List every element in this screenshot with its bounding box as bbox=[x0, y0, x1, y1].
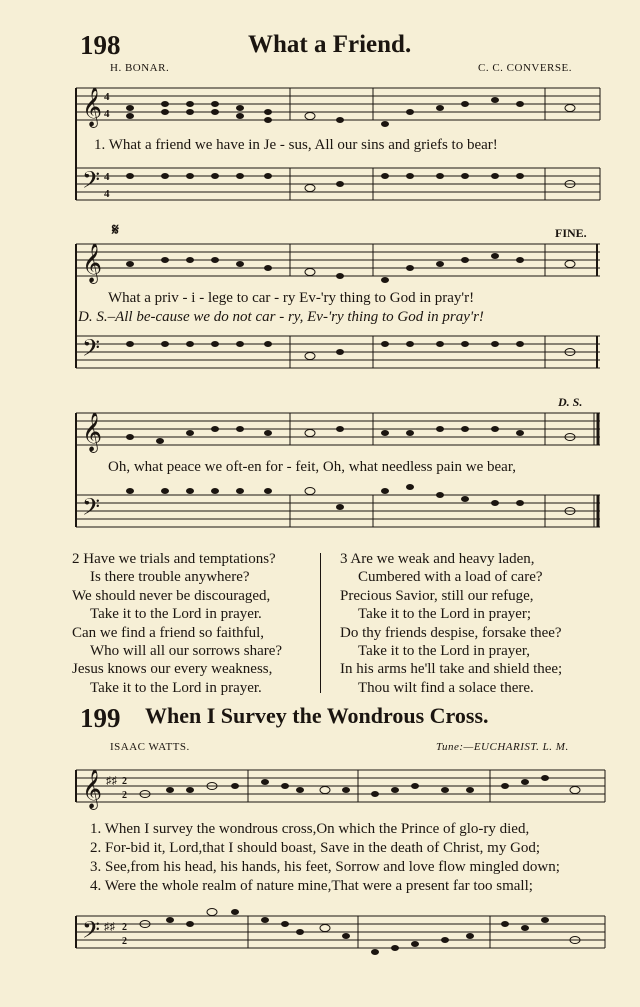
verse-line-2: 2. For-bid it, Lord,that I should boast, Save in the death of Christ, my God; bbox=[90, 840, 541, 856]
svg-text:4: 4 bbox=[104, 91, 110, 103]
stanza-line: Can we find a friend so faithful, bbox=[72, 624, 265, 641]
hymn-number-199: 199 bbox=[80, 703, 121, 733]
svg-text:4: 4 bbox=[104, 188, 110, 200]
verse-line-4: 4. Were the whole realm of nature mine,That were a present far too small; bbox=[90, 878, 533, 894]
stanza-line: 2 Have we trials and temptations? bbox=[72, 551, 276, 567]
stanza-line: Take it to the Lord in prayer. bbox=[90, 679, 262, 696]
svg-text:4: 4 bbox=[104, 171, 110, 183]
svg-text:𝄢: 𝄢 bbox=[82, 336, 101, 367]
verse-line-1: 1. When I survey the wondrous cross,On which the Prince of glo-ry died, bbox=[90, 821, 530, 837]
svg-text:2: 2 bbox=[122, 790, 127, 801]
stanza-line: Thou wilt find a solace there. bbox=[358, 679, 534, 696]
lyric-line-system-2-ds: D. S.–All be-cause we do not car - ry, Ev-'ry thing to God in pray'r! bbox=[78, 309, 484, 325]
music-staff-hymn-199-bass bbox=[0, 900, 640, 980]
stanza-line: Is there trouble anywhere? bbox=[90, 569, 250, 586]
music-staff-hymn-199-treble bbox=[0, 760, 640, 820]
composer-credit-198: C. C. CONVERSE. bbox=[478, 62, 572, 74]
stanza-line: Cumbered with a load of care? bbox=[358, 569, 543, 586]
stanza-line: Do thy friends despise, forsake thee? bbox=[340, 624, 562, 641]
stanza-line: Jesus knows our every weakness, bbox=[72, 661, 273, 678]
svg-text:𝄞: 𝄞 bbox=[82, 771, 103, 808]
stanza-line: In his arms he'll take and shield thee; bbox=[340, 661, 563, 678]
lyricist-credit-198: H. BONAR. bbox=[110, 62, 170, 74]
svg-text:♯♯: ♯♯ bbox=[106, 775, 117, 787]
lyricist-credit-199: ISAAC WATTS. bbox=[110, 741, 190, 753]
stanza-2 bbox=[72, 550, 282, 697]
lyric-line-system-1: 1. What a friend we have in Je - sus, All our sins and griefs to bear! bbox=[94, 137, 498, 153]
ds-marking: D. S. bbox=[558, 395, 583, 409]
svg-text:𝄢: 𝄢 bbox=[82, 168, 101, 199]
svg-text:2: 2 bbox=[122, 922, 127, 933]
stanza-3 bbox=[340, 550, 562, 697]
stanza-line: Take it to the Lord in prayer; bbox=[358, 606, 532, 623]
svg-text:𝄢: 𝄢 bbox=[82, 918, 101, 949]
stanza-line: Take it to the Lord in prayer, bbox=[358, 642, 531, 659]
stanza-line: We should never be discouraged, bbox=[72, 587, 271, 604]
svg-text:4: 4 bbox=[104, 108, 110, 120]
hymn-title-199: When I Survey the Wondrous Cross. bbox=[145, 703, 489, 728]
hymn-number-198: 198 bbox=[80, 30, 121, 60]
verse-line-3: 3. See,from his head, his hands, his feet, Sorrow and love flow mingled down; bbox=[90, 859, 560, 875]
svg-text:𝄢: 𝄢 bbox=[82, 495, 101, 526]
lyric-line-system-2-a: What a priv - i - lege to car - ry Ev-'ry thing to God in pray'r! bbox=[108, 290, 475, 306]
svg-text:♯♯: ♯♯ bbox=[104, 921, 115, 933]
svg-text:𝄞: 𝄞 bbox=[82, 89, 103, 126]
stanza-line: Precious Savior, still our refuge, bbox=[340, 587, 534, 604]
stanza-line: Who will all our sorrows share? bbox=[90, 642, 283, 659]
lyric-line-system-3: Oh, what peace we oft-en for - feit, Oh, what needless pain we bear, bbox=[108, 459, 516, 475]
segno-sign: 𝄋 bbox=[112, 222, 119, 239]
svg-text:2: 2 bbox=[122, 776, 127, 787]
svg-text:𝄞: 𝄞 bbox=[82, 414, 103, 451]
column-divider bbox=[320, 553, 321, 693]
svg-text:𝄞: 𝄞 bbox=[82, 245, 103, 282]
hymn-title-198: What a Friend. bbox=[248, 31, 412, 58]
fine-marking: FINE. bbox=[555, 226, 587, 240]
stanza-line: 3 Are we weak and heavy laden, bbox=[340, 551, 535, 567]
tune-credit-199: Tune:—EUCHARIST. L. M. bbox=[436, 741, 569, 753]
stanza-line: Take it to the Lord in prayer. bbox=[90, 606, 262, 623]
svg-text:2: 2 bbox=[122, 936, 127, 947]
